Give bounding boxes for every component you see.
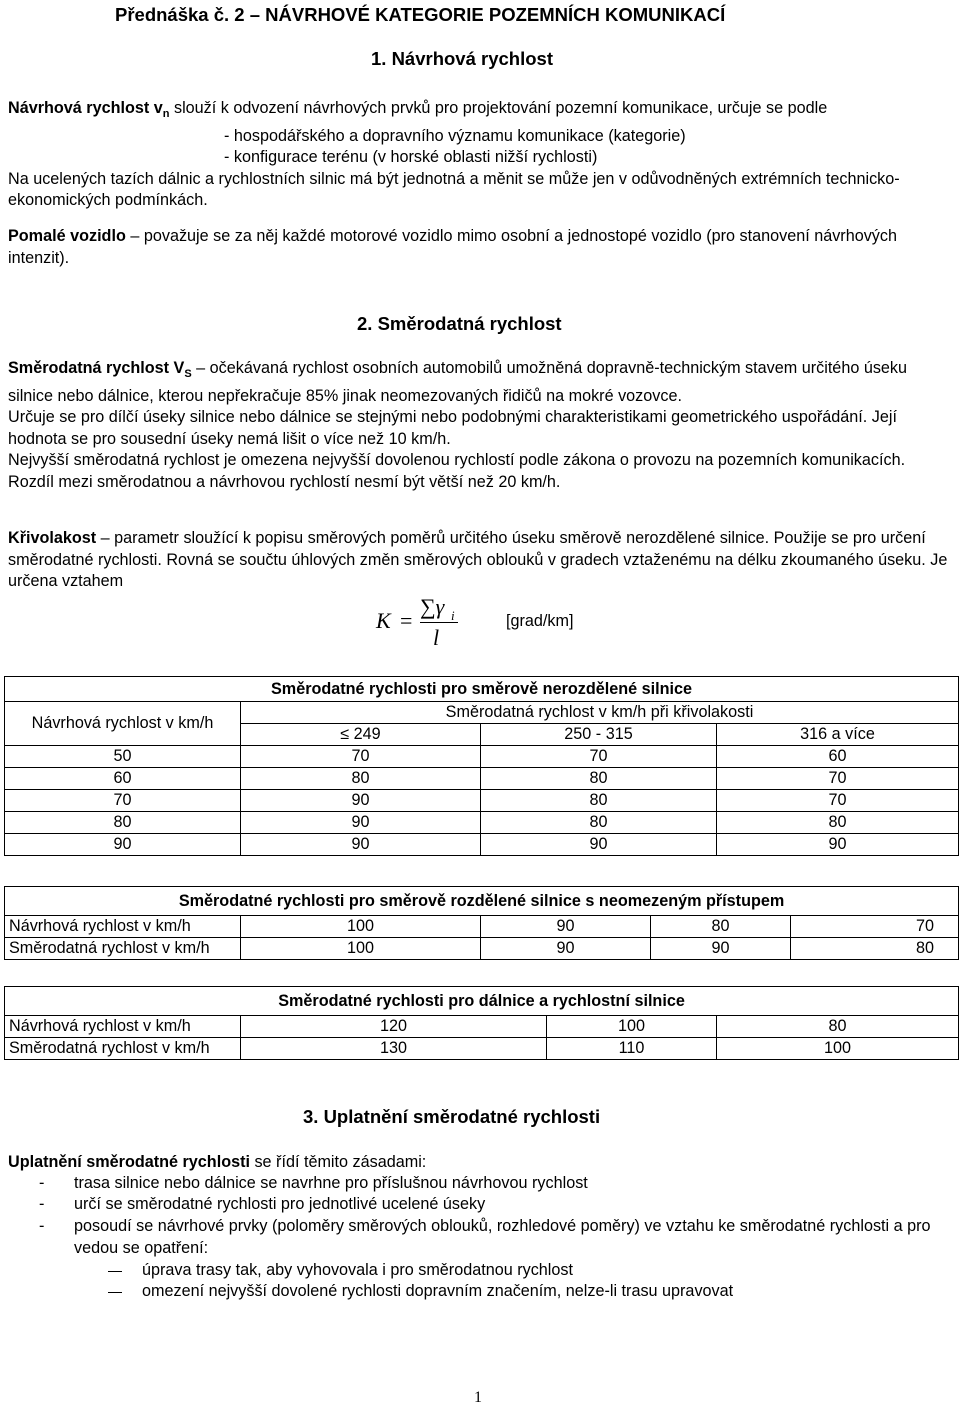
table-cell: 80 [481,812,717,834]
section3-heading: 3. Uplatnění směrodatné rychlosti [303,1106,601,1127]
table-cell: 120 [241,1016,547,1038]
curvature-text: – parametr sloužící k popisu směrových poměrů určitého úseku směrově nerozdělené silnice. Použije se pro určení směrodatné rychlosti. Rovná se součtu úhlových změn směrových oblouků v gradech vztaženému na délku zkoumaného úseku. Je určena vztahem [8,529,948,590]
formula-denominator: l [433,625,440,650]
table-cell: 60 [717,746,959,768]
slow-vehicle-block [8,226,952,269]
page-number: 1 [474,1389,482,1406]
table-row [5,834,959,856]
table-row [5,790,959,812]
table-cell: 100 [717,1038,959,1060]
list-bullet: - [39,1217,45,1235]
table-row [5,812,959,834]
slow-vehicle-term: Pomalé vozidlo [8,227,126,245]
table-cell: 90 [481,916,651,938]
table1-group-header: Směrodatná rychlost v km/h při křivolakosti [241,702,959,724]
section3-intro [8,1152,952,1174]
table1-row-header: Návrhová rychlost v km/h [5,702,241,746]
table-cell: 90 [717,834,959,856]
section1-heading: 1. Návrhová rychlost [371,48,553,69]
table-cell: 80 [651,916,791,938]
sub-list-bullet [108,1292,122,1293]
table-cell: 70 [241,746,481,768]
table-cell: 80 [241,768,481,790]
formula-subscript-i: i [451,608,455,623]
list-bullet: - [39,1174,45,1192]
section2-body [8,358,952,493]
formula-numerator: ∑γ [420,594,445,619]
table2-title: Směrodatné rychlosti pro směrově rozdělené silnice s neomezeným přístupem [5,887,959,916]
table-cell: 80 [717,1016,959,1038]
page-title: Přednáška č. 2 – NÁVRHOVÉ KATEGORIE POZEMNÍCH KOMUNIKACÍ [115,4,726,25]
table3-title: Směrodatné rychlosti pro dálnice a rychlostní silnice [5,987,959,1016]
table-cell: Návrhová rychlost v km/h [5,1016,241,1038]
section2-paragraph-2: Určuje se pro dílčí úseky silnice nebo dálnice se stejnými nebo podobnými charakteristikami geometrického uspořádání. Její hodnota se pro sousední úseky nemá lišit o více než 10 km/h. [8,408,897,448]
formula-k: K [376,608,391,633]
section2-heading: 2. Směrodatná rychlost [357,313,562,334]
sub-list-item: úprava trasy tak, aby vyhovovala i pro směrodatnou rychlost [142,1261,573,1279]
table-motorways [4,986,959,1060]
table-cell: 90 [481,938,651,960]
list-item [8,1216,952,1259]
table-divided-roads [4,886,959,960]
table-cell: 130 [241,1038,547,1060]
slow-vehicle-text: – považuje se za něj každé motorové vozidlo mimo osobní a jednostopé vozidlo (pro stanovení návrhových intenzit). [8,227,897,267]
table-cell: 100 [547,1016,717,1038]
table-cell: 70 [481,746,717,768]
table1-title: Směrodatné rychlosti pro směrově nerozdělené silnice [5,677,959,702]
table-cell: 90 [241,834,481,856]
table-cell: 90 [651,938,791,960]
section1-bullet-1: - hospodářského a dopravního významu komunikace (kategorie) [224,126,686,145]
list-bullet: - [39,1195,45,1213]
reference-speed-subscript: S [184,368,192,381]
table-cell: 70 [791,916,959,938]
section2-paragraph-3: Nejvyšší směrodatná rychlost je omezena nejvyšší dovolenou rychlostí podle zákona o provozu na pozemních komunikacích. [8,451,906,470]
sub-list-bullet [108,1271,122,1272]
table1-col-header: 316 a více [717,724,959,746]
application-term: Uplatnění směrodatné rychlosti [8,1153,250,1171]
table-row [5,746,959,768]
table-cell: 70 [5,790,241,812]
design-speed-term: Návrhová rychlost v [8,99,163,117]
list-item-text: posoudí se návrhové prvky (poloměry směrových oblouků, rozhledové poměry) ve vztahu ke směrodatné rychlosti a pro vedou se opatření: [74,1217,931,1257]
list-item-text: určí se směrodatné rychlosti pro jednotlivé ucelené úseky [74,1195,486,1213]
table-row [5,1016,959,1038]
table-cell: 90 [481,834,717,856]
list-item [8,1173,952,1195]
curvature-block [8,528,952,593]
section1-body [8,98,952,212]
section1-intro-text: slouží k odvození návrhových prvků pro projektování pozemní komunikace, určuje se podle [169,99,828,117]
table-cell: 60 [5,768,241,790]
table1-col-header: 250 - 315 [481,724,717,746]
table-cell: 70 [717,790,959,812]
table-cell: 100 [241,916,481,938]
table-cell: 80 [791,938,959,960]
table-cell: 90 [241,812,481,834]
application-text: se řídí těmito zásadami: [249,1153,427,1171]
design-speed-subscript: n [162,108,170,121]
reference-speed-definition: – očekávaná rychlost osobních automobilů umožněná dopravně-technickým stavem určitého úseku silnice nebo dálnice, kterou nepřekračuje 85% jinak neomezovaných řidičů na mokré vozovce. [8,359,908,405]
section1-paragraph: Na ucelených tazích dálnic a rychlostních silnic má být jednotná a měnit se může jen v odůvodněných extrémních technicko-ekonomických podmínkách. [8,169,900,210]
table-cell: 90 [241,790,481,812]
table-cell: 90 [5,834,241,856]
table-row [5,768,959,790]
table-row [5,938,959,960]
table-cell: 110 [547,1038,717,1060]
list-item-text: trasa silnice nebo dálnice se navrhne pro příslušnou návrhovou rychlost [74,1174,588,1192]
table-cell: Návrhová rychlost v km/h [5,916,241,938]
section2-paragraph-4: Rozdíl mezi směrodatnou a návrhovou rychlostí nesmí být větší než 20 km/h. [8,472,561,491]
section1-intro [8,98,952,126]
table-cell: 50 [5,746,241,768]
table-row [5,916,959,938]
reference-speed-term: Směrodatná rychlost V [8,359,185,377]
table-cell: Směrodatná rychlost v km/h [5,1038,241,1060]
table-row [5,1038,959,1060]
table-cell: 70 [717,768,959,790]
table1-col-header: ≤ 249 [241,724,481,746]
table-cell: 80 [481,790,717,812]
formula-unit: [grad/km] [506,612,574,630]
formula-fraction-bar [420,622,458,623]
curvature-term: Křivolakost [8,529,97,547]
table-cell: 80 [717,812,959,834]
section1-bullet-2: - konfigurace terénu (v horské oblasti nižší rychlosti) [224,148,598,167]
table-cell: Směrodatná rychlost v km/h [5,938,241,960]
table-cell: 80 [481,768,717,790]
list-item [8,1194,952,1216]
sub-list-item: omezení nejvyšší dovolené rychlosti dopravním značením, nelze-li trasu upravovat [142,1282,734,1300]
table-cell: 100 [241,938,481,960]
table-cell: 80 [5,812,241,834]
table-undivided-roads [4,676,959,856]
formula-equals: = [400,608,413,633]
